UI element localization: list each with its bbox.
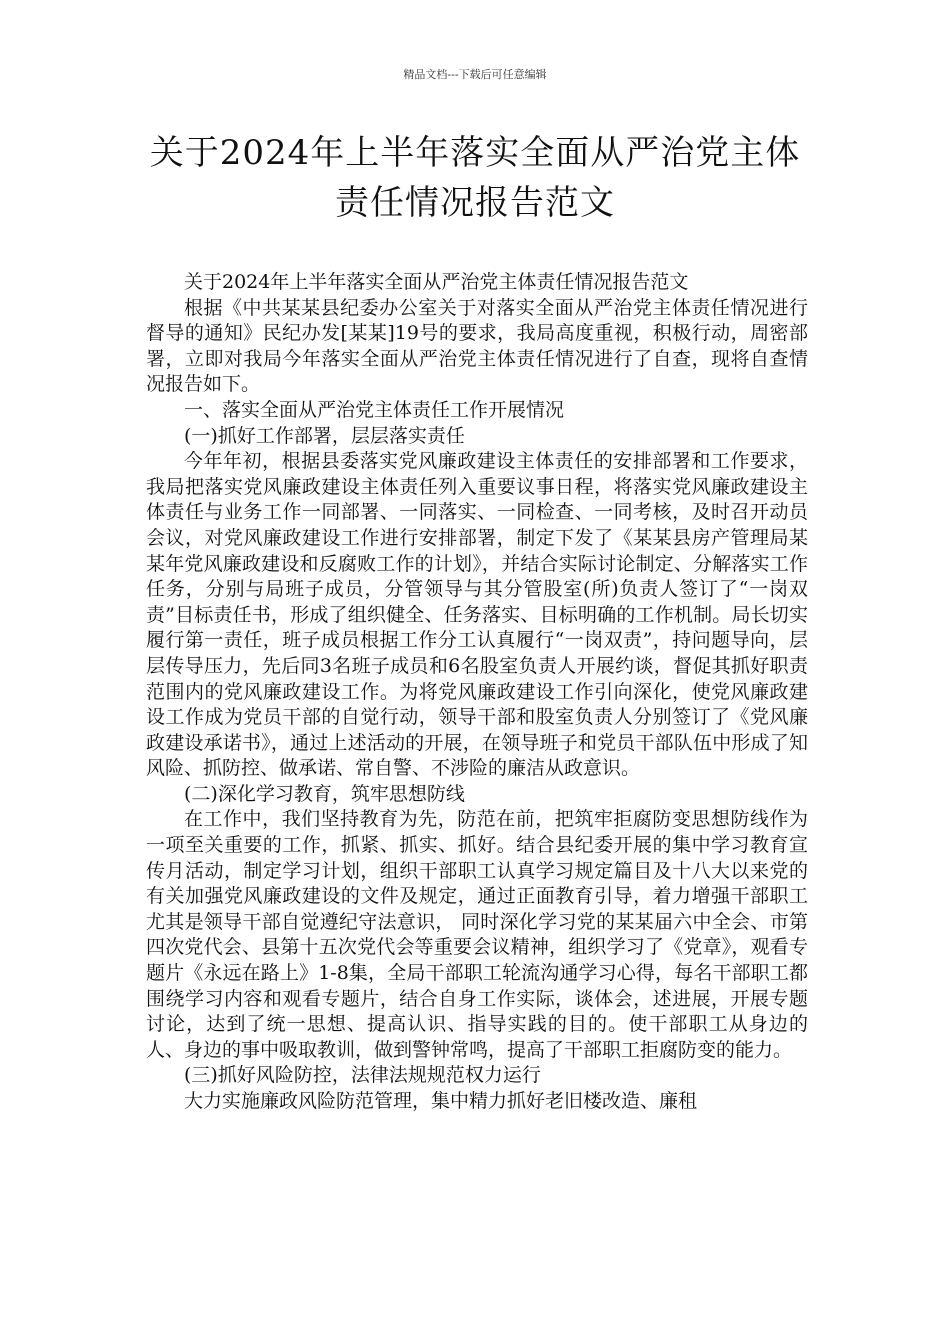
paragraph-subtitle: 关于2024年上半年落实全面从严治党主体责任情况报告范文: [184, 271, 689, 293]
paragraph-3: 大力实施廉政风险防范管理，集中精力抓好老旧楼改造、廉租: [184, 1090, 698, 1112]
subsection-heading-3: (三)抓好风险防控，法律法规规范权力运行: [184, 1064, 541, 1087]
subsection-heading-1: (一)抓好工作部署，层层落实责任: [184, 424, 465, 447]
paragraph-2: 在工作中，我们坚持教育为先，防范在前，把筑牢拒腐防变思想防线作为一项至关重要的工作，抓紧、抓实、抓好。结合县纪委开展的集中学习教育宣传月活动，制定学习计划，组织干部职工认真学习规定篇目及十八大以来党的有关加强党风廉政建设的文件及规定，通过正面教育引导，着力增强干部职工尤其是领导干部自觉遵纪守法意识， 同时深化学习党的某某届六中全会、市第四次党代会、县第十五次党代会等重要会议精神，组织学习了《党章》，观看专题片《永远在路上》1-8集，全局干部职工轮流沟通学习心得，每名干部职工都围绕学习内容和观看专题片，结合自身工作实际，谈体会，述进展，开展专题讨论，达到了统一思想、提高认识、指导实践的目的。使干部职工从身边的人、身边的事中吸取教训，做到警钟常鸣，提高了干部职工拒腐防变的能力。: [146, 808, 808, 1061]
document-body: [146, 270, 808, 1115]
title-line-2: 责任情况报告范文: [335, 183, 615, 223]
subsection-heading-2: (二)深化学习教育，筑牢思想防线: [184, 782, 465, 805]
section-heading-1: 一、落实全面从严治党主体责任工作开展情况: [184, 398, 565, 421]
page-header: 精品文档---下载后可任意编辑: [403, 68, 547, 81]
document-title: [60, 128, 890, 228]
paragraph-1: 今年年初，根据县委落实党风廉政建设主体责任的安排部署和工作要求，我局把落实党风廉政建设主体责任列入重要议事日程，将落实党风廉政建设主体责任与业务工作一同部署、一同落实、一同检查、一同考核，及时召开动员会议，对党风廉政建设工作进行安排部署，制定下发了《某某县房产管理局某某年党风廉政建设和反腐败工作的计划》，并结合实际讨论制定、分解落实工作任务，分别与局班子成员，分管领导与其分管股室(所)负责人签订了“一岗双责”目标责任书，形成了组织健全、任务落实、目标明确的工作机制。局长切实履行第一责任，班子成员根据工作分工认真履行“一岗双责”，持问题导向，层层传导压力，先后同3名班子成员和6名股室负责人开展约谈，督促其抓好职责范围内的党风廉政建设工作。为将党风廉政建设工作引向深化，使党风廉政建设工作成为党员干部的自觉行动，领导干部和股室负责人分别签订了《党风廉政建设承诺书》，通过上述活动的开展，在领导班子和党员干部队伍中形成了知风险、抓防控、做承诺、常自警、不涉险的廉洁从政意识。: [146, 450, 808, 780]
paragraph-intro: 根据《中共某某县纪委办公室关于对落实全面从严治党主体责任情况进行督导的通知》民纪办发[某某]19号的要求，我局高度重视，积极行动，周密部署，立即对我局今年落实全面从严治党主体责任情况进行了自查，现将自查情况报告如下。: [146, 296, 808, 396]
title-line-1: 关于2024年上半年落实全面从严治党主体: [149, 133, 801, 173]
